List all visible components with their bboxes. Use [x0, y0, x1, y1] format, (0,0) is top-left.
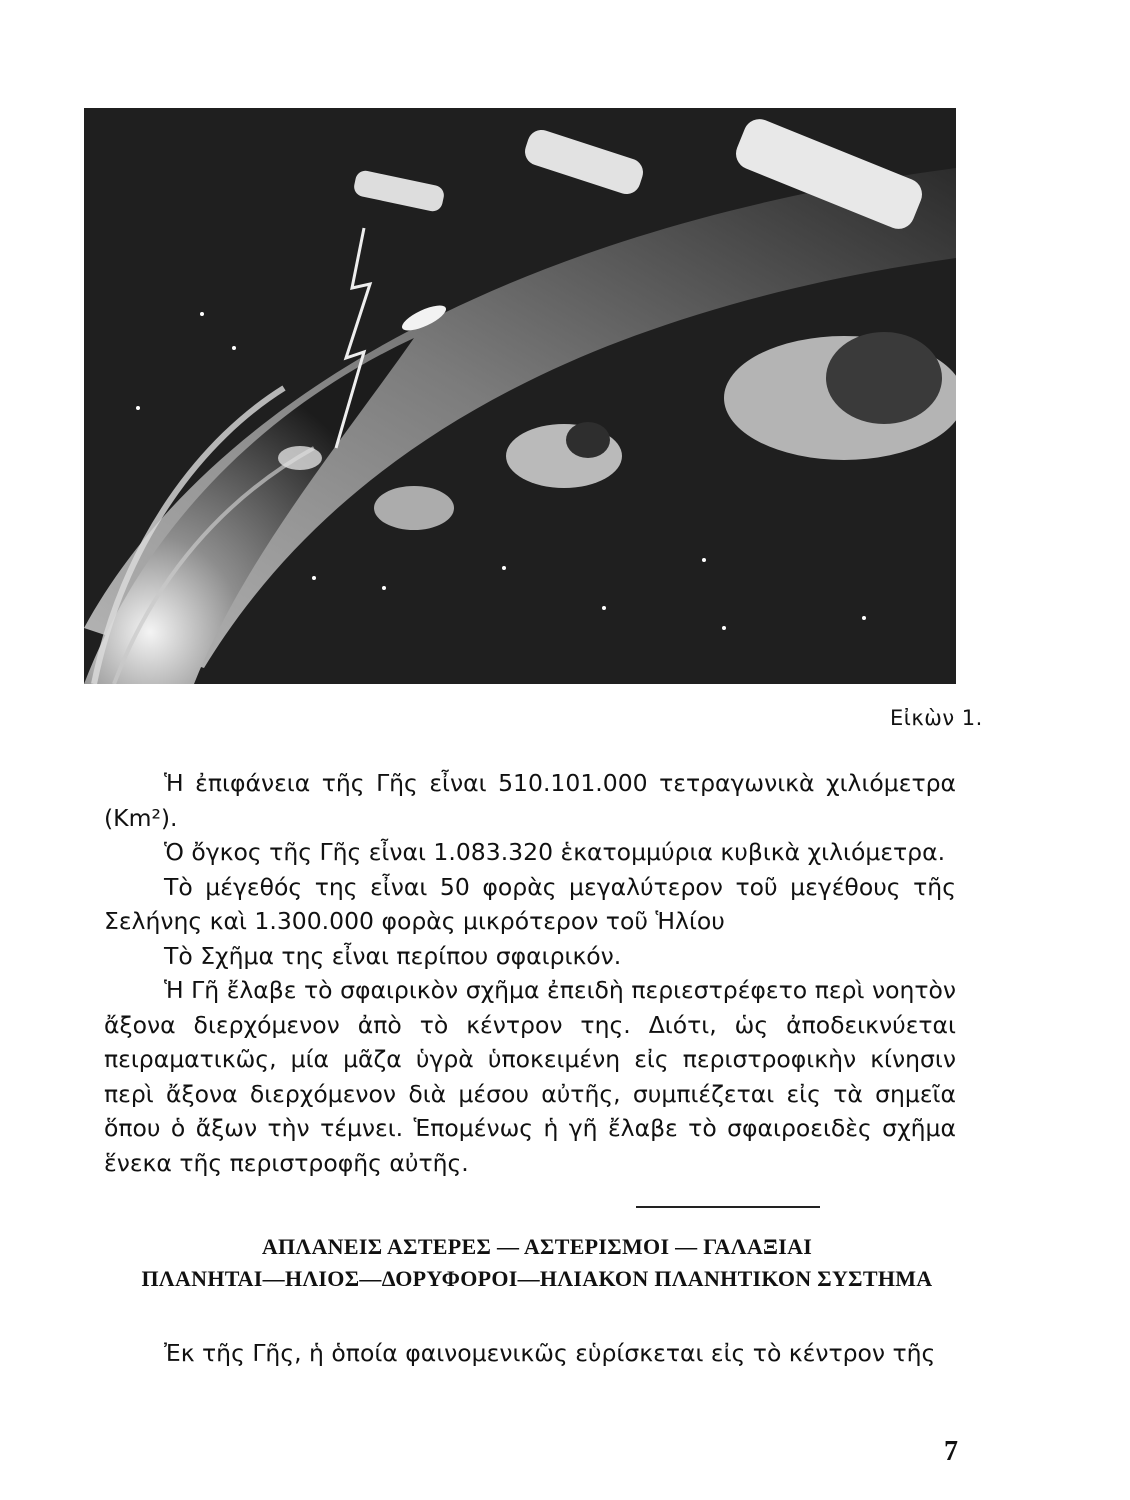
section-divider: [636, 1206, 820, 1208]
closing-text: [104, 1336, 956, 1371]
body-text: [104, 766, 956, 1180]
spacecraft-illustration-graphic: [84, 108, 956, 684]
section-heading: ΑΠΛΑΝΕΙΣ ΑΣΤΕΡΕΣ — ΑΣΤΕΡΙΣΜΟΙ — ΓΑΛΑΞΙΑΙ: [261, 1234, 813, 1259]
paragraph: Ἡ Γῆ ἔλαβε τὸ σφαιρικὸν σχῆμα ἐπειδὴ περιεστρέφετο περὶ νοητὸν ἄξονα διερχόμενον ἀπὸ τὸ κέντρον της. Διότι, ὡς ἀποδεικνύεται πειραματικῶς, μία μᾶζα ὑγρὰ ὑποκειμένη εἰς περιστροφικὴν κίνησιν περὶ ἄξονα διερχόμενον διὰ μέσου αὐτῆς, συμπιέζεται εἰς τὰ σημεῖα ὅπου ὁ ἄξων τὴν τέμνει. Ἑπομένως ἡ γῆ ἔλαβε τὸ σφαιροειδὲς σχῆμα ἕνεκα τῆς περιστροφῆς αὐτῆς.: [104, 976, 956, 1177]
spacecraft-illustration: [84, 108, 956, 684]
section-heading: ΠΛΑΝΗΤΑΙ—ΗΛΙΟΣ—ΔΟΡΥΦΟΡΟΙ—ΗΛΙΑΚΟΝ ΠΛΑΝΗΤΙΚΟΝ ΣΥΣΤΗΜΑ: [141, 1266, 933, 1291]
paragraph: Ἐκ τῆς Γῆς, ἡ ὁποία φαινομενικῶς εὑρίσκεται εἰς τὸ κέντρον τῆς: [164, 1339, 936, 1367]
page-number: 7: [944, 1436, 958, 1467]
figure-caption: Εἰκὼν 1.: [890, 706, 983, 730]
paragraph: Τὸ Σχῆμα της εἶναι περίπου σφαιρικόν.: [164, 941, 622, 970]
paragraph: Τὸ μέγεθός της εἶναι 50 φορὰς μεγαλύτερον τοῦ μεγέθους τῆς Σελήνης καὶ 1.300.000 φορὰς μικρότερον τοῦ Ἡλίου: [104, 872, 956, 935]
paragraph: Ὁ ὄγκος τῆς Γῆς εἶναι 1.083.320 ἑκατομμύρια κυβικὰ χιλιόμετρα.: [164, 838, 946, 866]
paragraph: Ἡ ἐπιφάνεια τῆς Γῆς εἶναι 510.101.000 τετραγωνικὰ χιλιόμετρα (Km²).: [104, 769, 956, 832]
